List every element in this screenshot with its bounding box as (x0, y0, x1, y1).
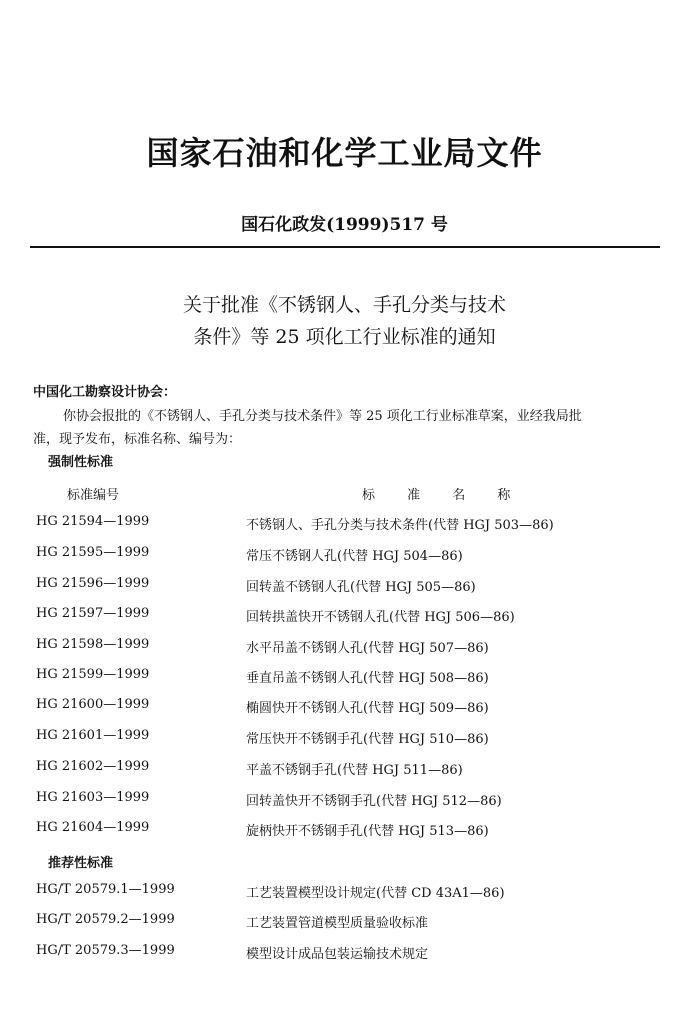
standard-name: 回转盖快开不锈钢手孔(代替 HGJ 512—86) (246, 794, 502, 809)
header-divider (30, 246, 660, 248)
standard-code: HG 21602—1999 (36, 759, 150, 774)
standard-name: 不锈钢人、手孔分类与技术条件(代替 HGJ 503—86) (246, 518, 554, 533)
standard-code: HG 21595—1999 (36, 545, 150, 560)
standard-name: 常压不锈钢人孔(代替 HGJ 504—86) (246, 549, 463, 564)
addressee: 中国化工勘察设计协会： (33, 385, 177, 400)
standard-name: 水平吊盖不锈钢人孔(代替 HGJ 507—86) (246, 641, 489, 656)
standard-name: 模型设计成品包装运输技术规定 (246, 947, 429, 962)
standard-name: 回转盖不锈钢人孔(代替 HGJ 505—86) (246, 580, 476, 595)
standard-name: 椭圆快开不锈钢人孔(代替 HGJ 509—86) (246, 701, 489, 716)
body-paragraph-line-1: 你协会报批的《不锈钢人、手孔分类与技术条件》等 25 项化工行业标准草案，业经我局批 (63, 409, 582, 424)
column-header-code: 标准编号 (67, 488, 120, 503)
standard-code: HG 21603—1999 (36, 790, 150, 805)
mandatory-standards-heading: 强制性标准 (48, 455, 114, 470)
standard-code: HG/T 20579.1—1999 (36, 882, 175, 897)
subject-line-1: 关于批准《不锈钢人、手孔分类与技术 (182, 294, 506, 316)
standard-name: 旋柄快开不锈钢手孔(代替 HGJ 513—86) (246, 824, 489, 839)
standard-code: HG/T 20579.3—1999 (36, 943, 175, 958)
column-header-name: 标 准 名 称 (362, 488, 525, 503)
standard-name: 工艺装置管道模型质量验收标准 (246, 916, 429, 931)
subject-line-2: 条件》等 25 项化工行业标准的通知 (193, 326, 496, 348)
standard-code: HG 21597—1999 (36, 606, 150, 621)
standard-code: HG 21600—1999 (36, 697, 150, 712)
document-title: 国家石油和化学工业局文件 (146, 134, 543, 172)
standard-name: 回转拱盖快开不锈钢人孔(代替 HGJ 506—86) (246, 610, 515, 625)
standard-name: 平盖不锈钢手孔(代替 HGJ 511—86) (246, 763, 463, 778)
standard-code: HG 21594—1999 (36, 514, 150, 529)
standard-name: 垂直吊盖不锈钢人孔(代替 HGJ 508—86) (246, 671, 489, 686)
body-paragraph-line-2: 准，现予发布，标准名称、编号为： (33, 432, 242, 447)
standard-name: 常压快开不锈钢手孔(代替 HGJ 510—86) (246, 732, 489, 747)
document-number: 国石化政发(1999)517 号 (241, 215, 448, 235)
standard-code: HG 21601—1999 (36, 728, 150, 743)
standard-code: HG 21604—1999 (36, 820, 150, 835)
standard-code: HG 21599—1999 (36, 667, 150, 682)
standard-code: HG 21598—1999 (36, 637, 150, 652)
recommended-standards-heading: 推荐性标准 (48, 856, 114, 871)
standard-name: 工艺装置模型设计规定(代替 CD 43A1—86) (246, 886, 505, 901)
standard-code: HG 21596—1999 (36, 576, 150, 591)
standard-code: HG/T 20579.2—1999 (36, 912, 175, 927)
